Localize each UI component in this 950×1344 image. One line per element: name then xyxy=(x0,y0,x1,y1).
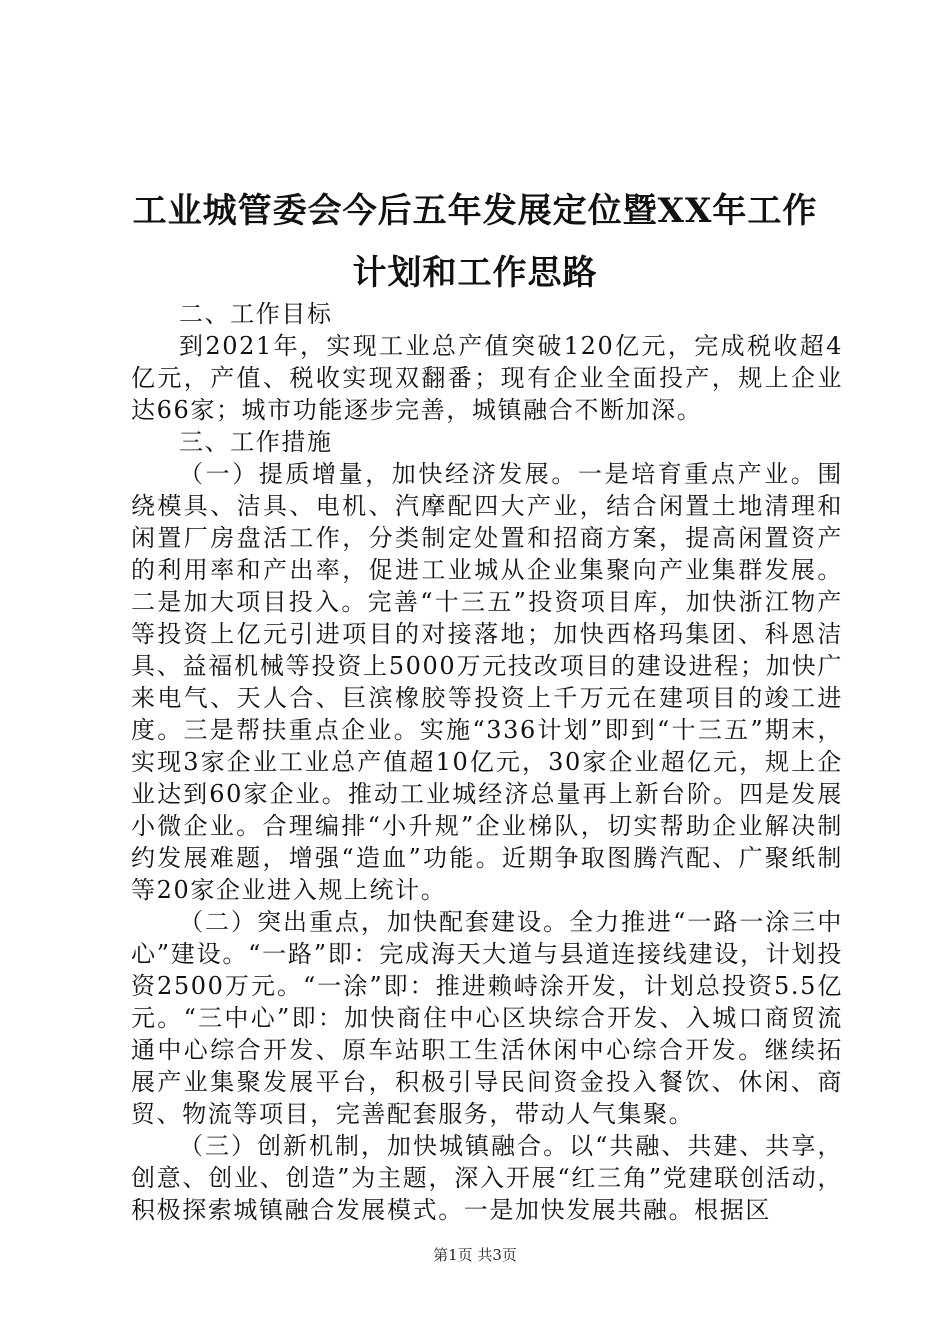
paragraph-measure-2: （二）突出重点，加快配套建设。全力推进“一路一涂三中心”建设。“一路”即：完成海天大道与县道连接线建设，计划投资2500万元。“一涂”即：推进赖峙涂开发，计划总投资5.5亿元。“三中心”即：加快商住中心区块综合开发、入城口商贸流通中心综合开发、原车站职工生活休闲中心综合开发。继续拓展产业集聚发展平台，积极引导民间资金投入餐饮、休闲、商贸、物流等项目，完善配套服务，带动人气集聚。 xyxy=(131,908,843,1128)
document-body xyxy=(131,298,843,1226)
section-heading-work-goals: 二、工作目标 xyxy=(179,300,333,328)
paragraph-goals: 到2021年，实现工业总产值突破120亿元，完成税收超4亿元，产值、税收实现双翻番；现有企业全面投产，规上企业达66家；城市功能逐步完善，城镇融合不断加深。 xyxy=(131,332,843,424)
paragraph-measure-3: （三）创新机制，加快城镇融合。以“共融、共建、共享，创意、创业、创造”为主题，深入开展“红三角”党建联创活动，积极探索城镇融合发展模式。一是加快发展共融。根据区 xyxy=(131,1132,843,1224)
page-number-footer: 第1页 共3页 xyxy=(433,1246,517,1264)
paragraph-measure-1: （一）提质增量，加快经济发展。一是培育重点产业。围绕模具、洁具、电机、汽摩配四大产业，结合闲置土地清理和闲置厂房盘活工作，分类制定处置和招商方案，提高闲置资产的利用率和产出率，促进工业城从企业集聚向产业集群发展。二是加大项目投入。完善“十三五”投资项目库，加快浙江物产等投资上亿元引进项目的对接落地；加快西格玛集团、科恩洁具、益福机械等投资上5000万元技改项目的建设进程；加快广来电气、天人合、巨滨橡胶等投资上千万元在建项目的竣工进度。三是帮扶重点企业。实施“336计划”即到“十三五”期末，实现3家企业工业总产值超10亿元，30家企业超亿元，规上企业达到60家企业。推动工业城经济总量再上新台阶。四是发展小微企业。合理编排“小升规”企业梯队，切实帮助企业解决制约发展难题，增强“造血”功能。近期争取图腾汽配、广聚纸制等20家企业进入规上统计。 xyxy=(131,460,843,904)
document-title-line-1: 工业城管委会今后五年发展定位暨XX年工作 xyxy=(132,191,818,231)
section-heading-work-measures: 三、工作措施 xyxy=(179,428,333,456)
document-title xyxy=(110,180,840,304)
document-title-line-2: 计划和工作思路 xyxy=(352,253,598,293)
